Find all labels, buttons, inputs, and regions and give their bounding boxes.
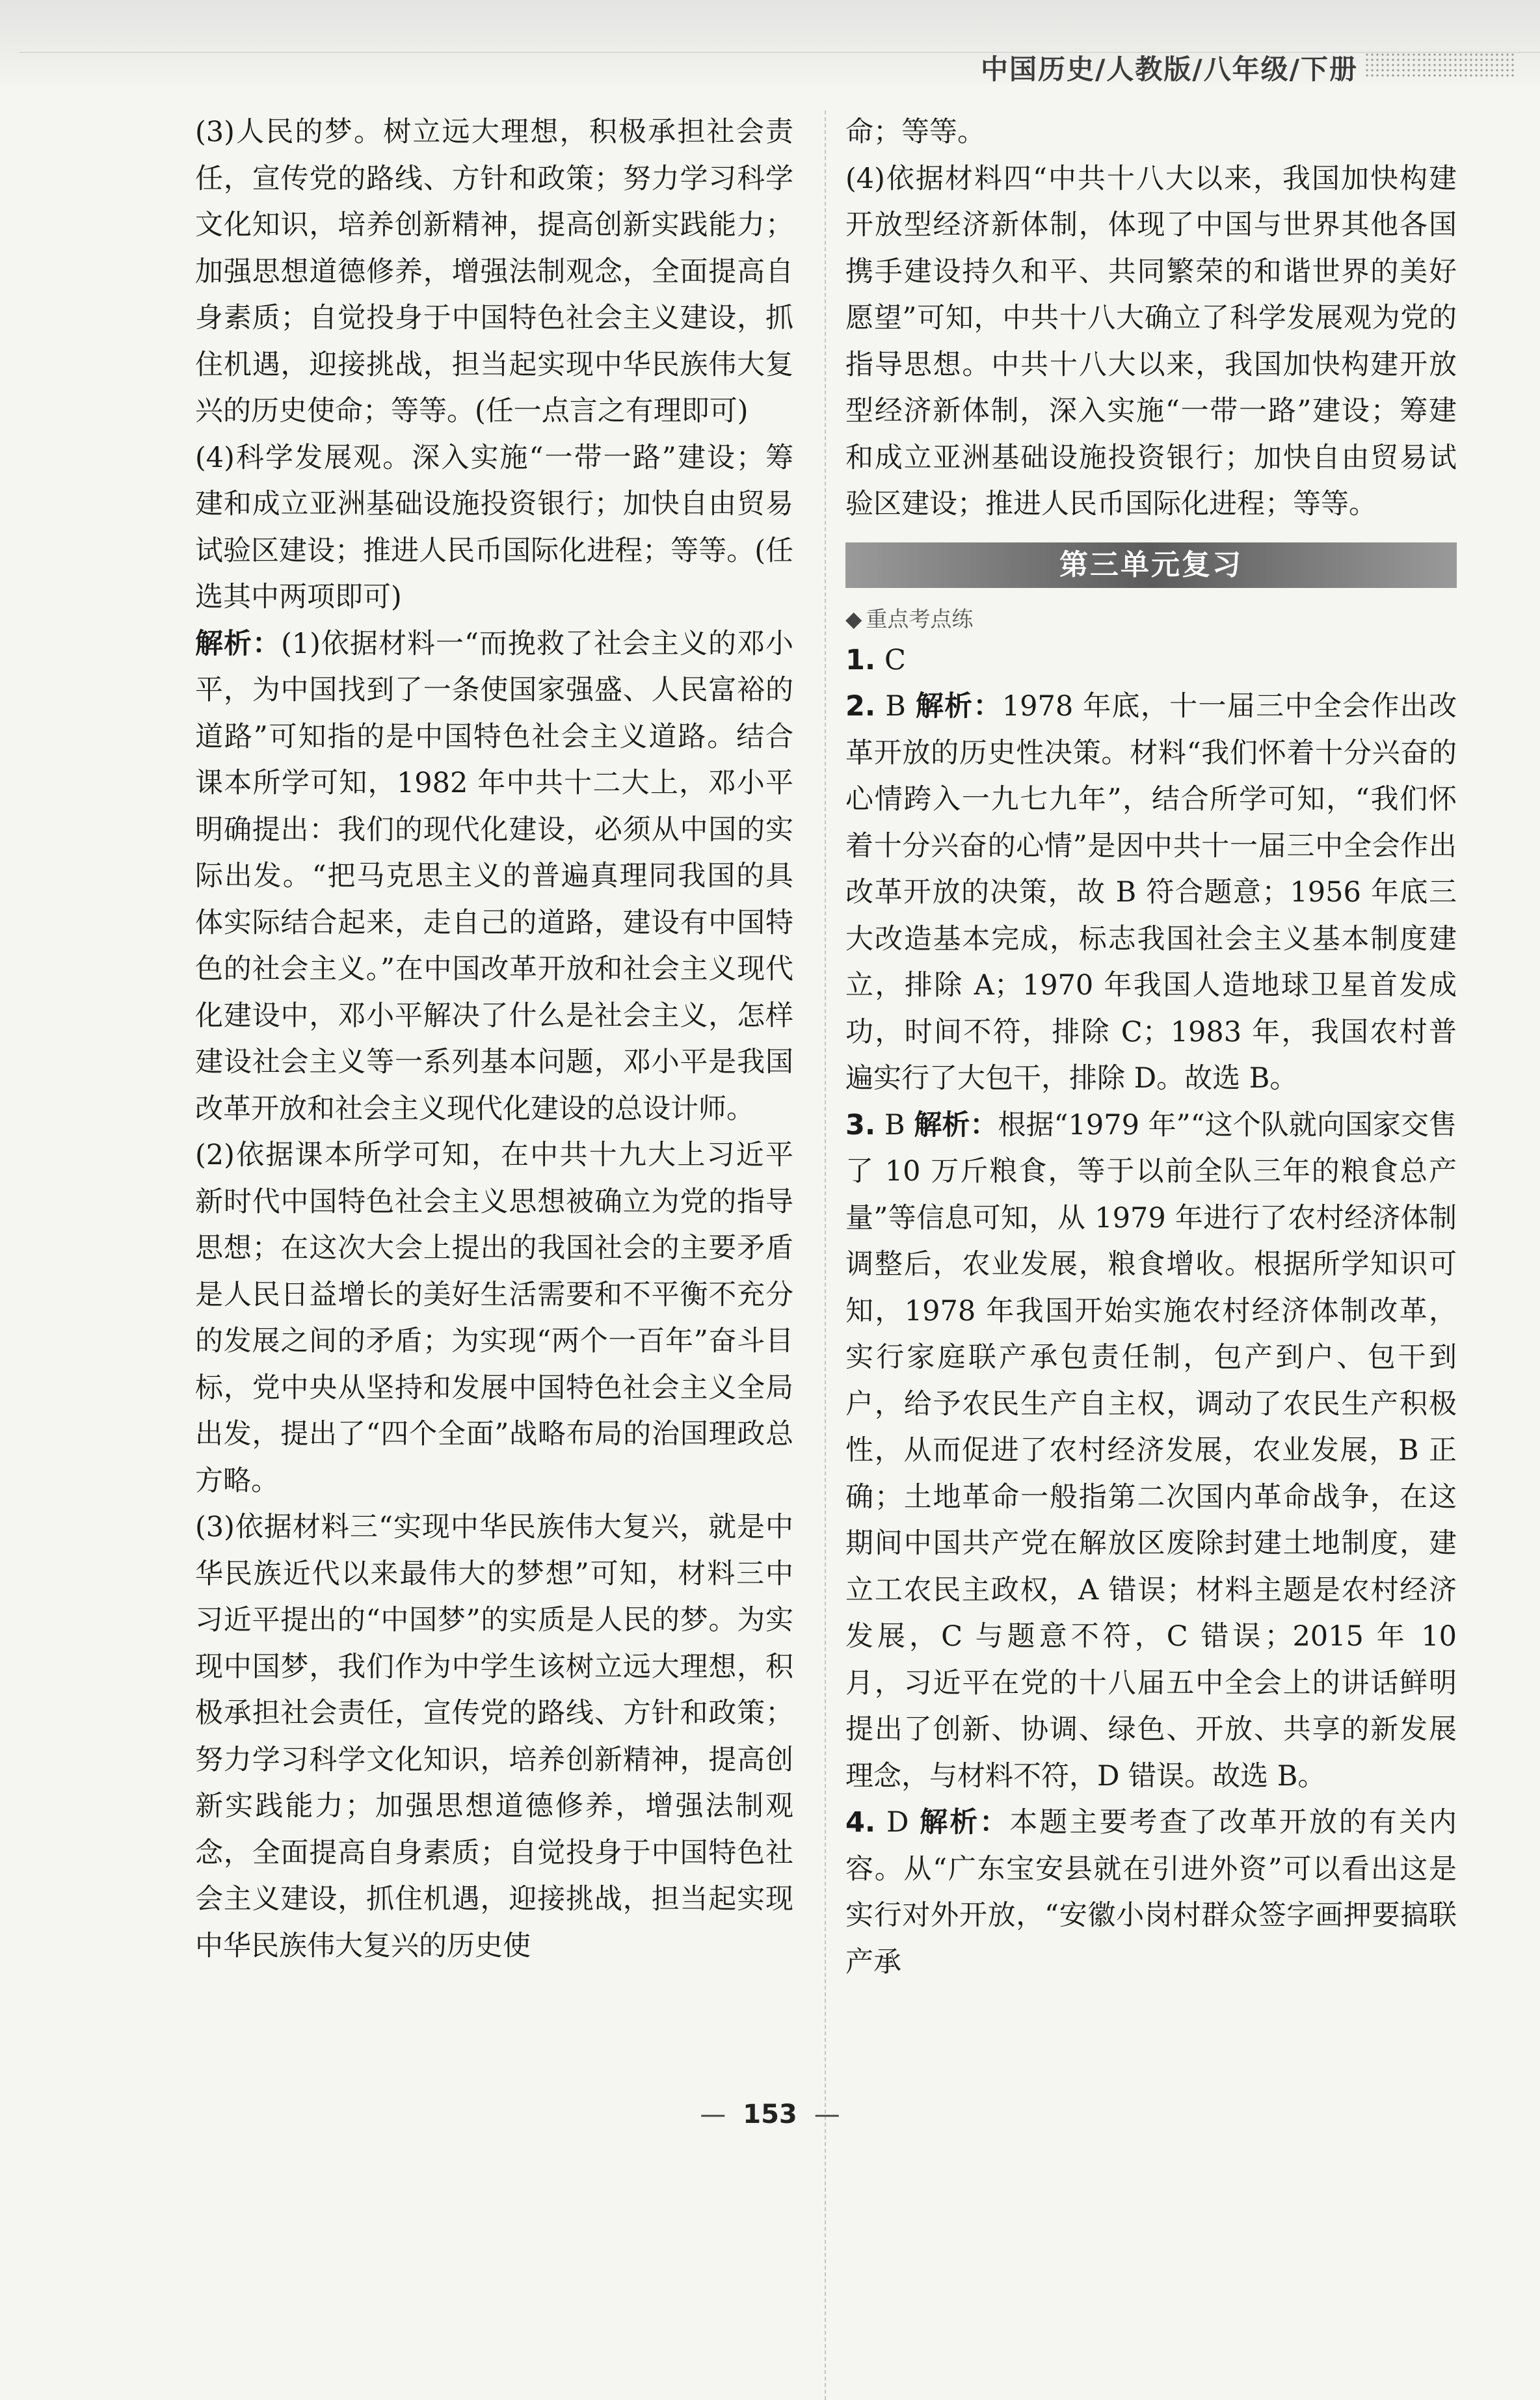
right-column	[845, 109, 1457, 1986]
sub-section-label	[845, 601, 1457, 637]
answer-paragraph-4: (4)科学发展观。深入实施“一带一路”建设；筹建和成立亚洲基础设施投资银行；加快自由贸易试验区建设；推进人民币国际化进程；等等。(任选其中两项即可)	[195, 441, 793, 613]
page-number-dash-left: —	[700, 2100, 726, 2129]
analysis-label: 解析：	[920, 1806, 1010, 1839]
section-title-banner: 第三单元复习	[845, 542, 1457, 588]
question-answer: B	[885, 690, 906, 723]
analysis-paragraph-4: (4)依据材料四“中共十八大以来，我国加快构建开放型经济新体制，体现了中国与世界其他各国携手建设持久和平、共同繁荣的和谐世界的美好愿望”可知，中共十八大确立了科学发展观为党的指导思想。中共十八大以来，我国加快构建开放型经济新体制，深入实施“一带一路”建设；筹建和成立亚洲基础设施投资银行；加快自由贸易试验区建设；推进人民币国际化进程；等等。	[845, 162, 1457, 520]
question-item-2	[845, 684, 1457, 1102]
header-dot-pattern	[1364, 52, 1514, 78]
diamond-icon: ◆	[845, 606, 862, 632]
question-item-1	[845, 637, 1457, 684]
question-answer: B	[884, 1108, 905, 1141]
question-number: 3.	[845, 1108, 876, 1141]
continuation-text: 命；等等。	[845, 116, 985, 148]
answer-paragraph-3: (3)人民的梦。树立远大理想，积极承担社会责任，宣传党的路线、方针和政策；努力学习科学文化知识，培养创新精神，提高创新实践能力；加强思想道德修养，增强法制观念，全面提高自身素质；自觉投身于中国特色社会主义建设，抓住机遇，迎接挑战，担当起实现中华民族伟大复兴的历史使命；等等。(任一点言之有理即可)	[195, 116, 793, 427]
page-number-value: 153	[743, 2100, 797, 2129]
header-title: 中国历史/人教版/八年级/下册	[980, 53, 1358, 85]
analysis-paragraph-2: (2)依据课本所学可知，在中共十九大上习近平新时代中国特色社会主义思想被确立为党的指导思想；在这次大会上提出的我国社会的主要矛盾是人民日益增长的美好生活需要和不平衡不充分的发展之间的矛盾；为实现“两个一百年”奋斗目标，党中央从坚持和发展中国特色社会主义全局出发，提出了“四个全面”战略布局的治国理政总方略。	[195, 1139, 793, 1497]
analysis-label: 解析：	[915, 690, 1002, 723]
question-analysis: 1978 年底，十一届三中全会作出改革开放的历史性决策。材料“我们怀着十分兴奋的心情跨入一九七九年”，结合所学可知，“我们怀着十分兴奋的心情”是因中共十一届三中全会作出改革开放的决策，故 B 符合题意；1956 年底三大改造基本完成，标志我国社会主义基本制度建立，排除 A；1970 年我国人造地球卫星首发成功，时间不符，排除 C；1983 年，我国农村普遍实行了大包干，排除 D。故选 B。	[845, 690, 1457, 1095]
question-analysis: 根据“1979 年”“这个队就向国家交售了 10 万斤粮食，等于以前全队三年的粮食总产量”等信息可知，从 1979 年进行了农村经济体制调整后，农业发展，粮食增收。根据所学知识可知，1978 年我国开始实施农村经济体制改革，实行家庭联产承包责任制，包产到户、包干到户，给予农民生产自主权，调动了农民生产积极性，从而促进了农村经济发展，农业发展，B 正确；土地革命一般指第二次国内革命战争，在这期间中国共产党在解放区废除封建土地制度，建立工农民主政权，A 错误；材料主题是农村经济发展，C 与题意不符，C 错误；2015 年 10 月，习近平在党的十八届五中全会上的讲话鲜明提出了创新、协调、绿色、开放、共享的新发展理念，与材料不符，D 错误。故选 B。	[845, 1108, 1457, 1793]
question-analysis: 本题主要考查了改革开放的有关内容。从“广东宝安县就在引进外资”可以看出这是实行对外开放，“安徽小岗村群众签字画押要搞联产承	[845, 1806, 1457, 1979]
column-divider	[825, 111, 826, 2400]
question-number: 4.	[845, 1806, 876, 1839]
header-band	[0, 0, 1540, 85]
question-number: 1.	[845, 643, 876, 676]
page-number-dash-right: —	[814, 2100, 840, 2129]
question-number: 2.	[845, 690, 876, 723]
analysis-label: 解析：	[914, 1108, 998, 1141]
page-number	[0, 2100, 1540, 2129]
question-item-3	[845, 1102, 1457, 1800]
analysis-label: 解析：	[195, 627, 282, 660]
question-answer: D	[886, 1806, 909, 1839]
analysis-paragraph-3: (3)依据材料三“实现中华民族伟大复兴，就是中华民族近代以来最伟大的梦想”可知，材料三中习近平提出的“中国梦”的实质是人民的梦。为实现中国梦，我们作为中学生该树立远大理想，积极承担社会责任，宣传党的路线、方针和政策；努力学习科学文化知识，培养创新精神，提高创新实践能力；加强思想道德修养，增强法制观念，全面提高自身素质；自觉投身于中国特色社会主义建设，抓住机遇，迎接挑战，担当起实现中华民族伟大复兴的历史使	[195, 1511, 793, 1962]
analysis-text-1: (1)依据材料一“而挽救了社会主义的邓小平，为中国找到了一条使国家强盛、人民富裕的道路”可知指的是中国特色社会主义道路。结合课本所学可知，1982 年中共十二大上，邓小平明确提出：我们的现代化建设，必须从中国的实际出发。“把马克思主义的普遍真理同我国的具体实际结合起来，走自己的道路，建设有中国特色的社会主义。”在中国改革开放和社会主义现代化建设中，邓小平解决了什么是社会主义，怎样建设社会主义等一系列基本问题，邓小平是我国改革开放和社会主义现代化建设的总设计师。	[195, 627, 793, 1125]
left-column	[195, 109, 793, 1969]
analysis-paragraph-1	[195, 621, 793, 1133]
question-item-4	[845, 1800, 1457, 1986]
question-answer: C	[884, 643, 906, 676]
sub-section-label-text: 重点考点练	[866, 606, 974, 632]
